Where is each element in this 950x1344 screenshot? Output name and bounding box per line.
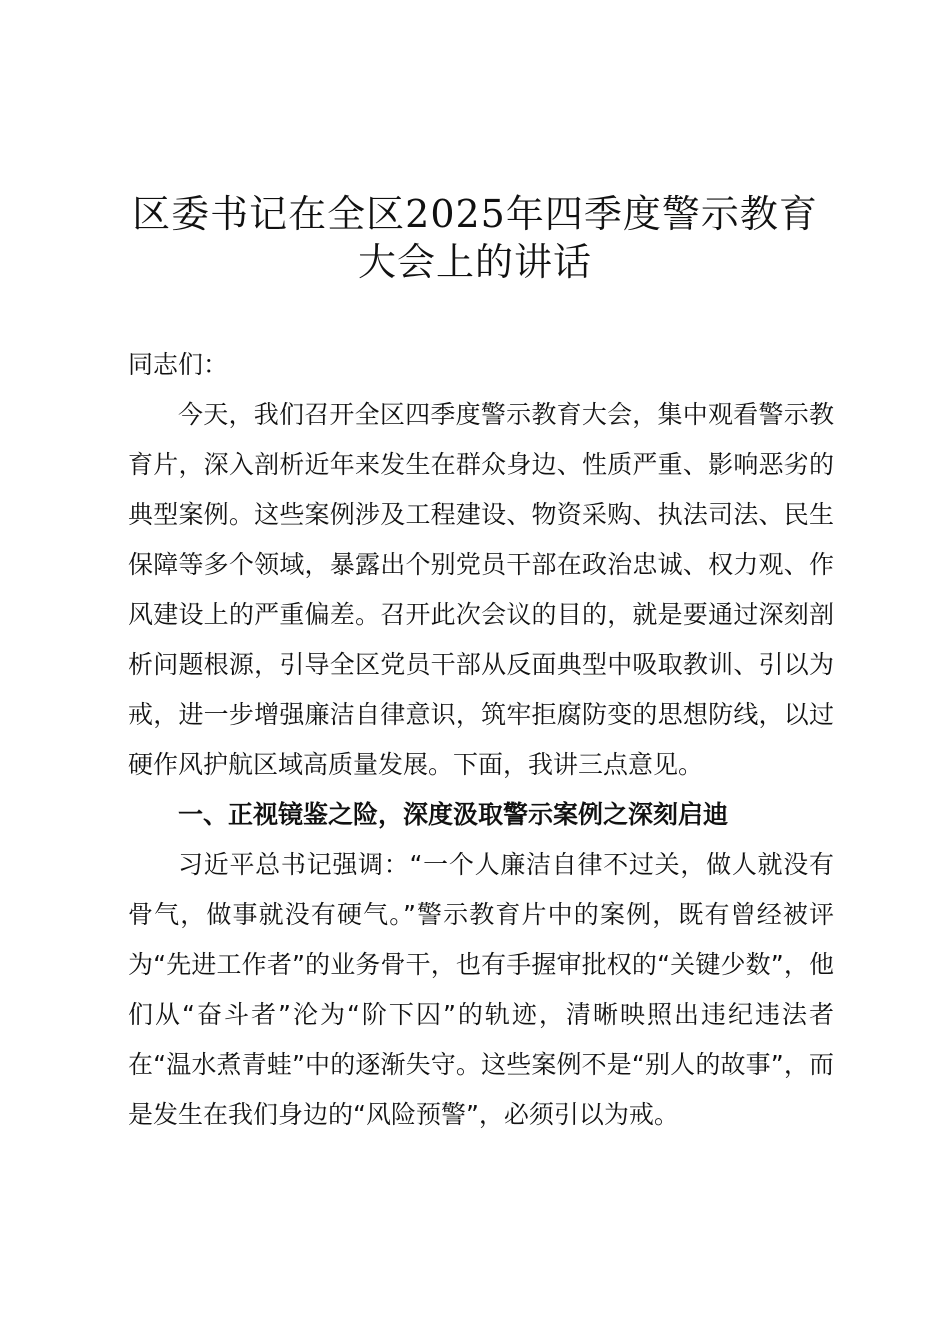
document-body (128, 340, 834, 1140)
title-line-2: 大会上的讲话 (357, 240, 592, 284)
section-1-paragraph: 习近平总书记强调：“一个人廉洁自律不过关，做人就没有骨气，做事就没有硬气。”警示教育片中的案例，既有曾经被评为“先进工作者”的业务骨干，也有手握审批权的“关键少数”，他们从“奋斗者”沦为“阶下囚”的轨迹，清晰映照出违纪违法者在“温水煮青蛙”中的逐渐失守。这些案例不是“别人的故事”，而是发生在我们身边的“风险预警”，必须引以为戒。 (128, 850, 834, 1129)
document-title (110, 190, 840, 286)
salutation: 同志们： (128, 350, 229, 379)
opening-paragraph: 今天，我们召开全区四季度警示教育大会，集中观看警示教育片，深入剖析近年来发生在群众身边、性质严重、影响恶劣的典型案例。这些案例涉及工程建设、物资采购、执法司法、民生保障等多个领域，暴露出个别党员干部在政治忠诚、权力观、作风建设上的严重偏差。召开此次会议的目的，就是要通过深刻剖析问题根源，引导全区党员干部从反面典型中吸取教训、引以为戒，进一步增强廉洁自律意识，筑牢拒腐防变的思想防线，以过硬作风护航区域高质量发展。下面，我讲三点意见。 (128, 400, 834, 779)
section-1-heading: 一、正视镜鉴之险，深度汲取警示案例之深刻启迪 (178, 800, 729, 829)
title-line-1: 区委书记在全区2025年四季度警示教育 (132, 192, 818, 236)
